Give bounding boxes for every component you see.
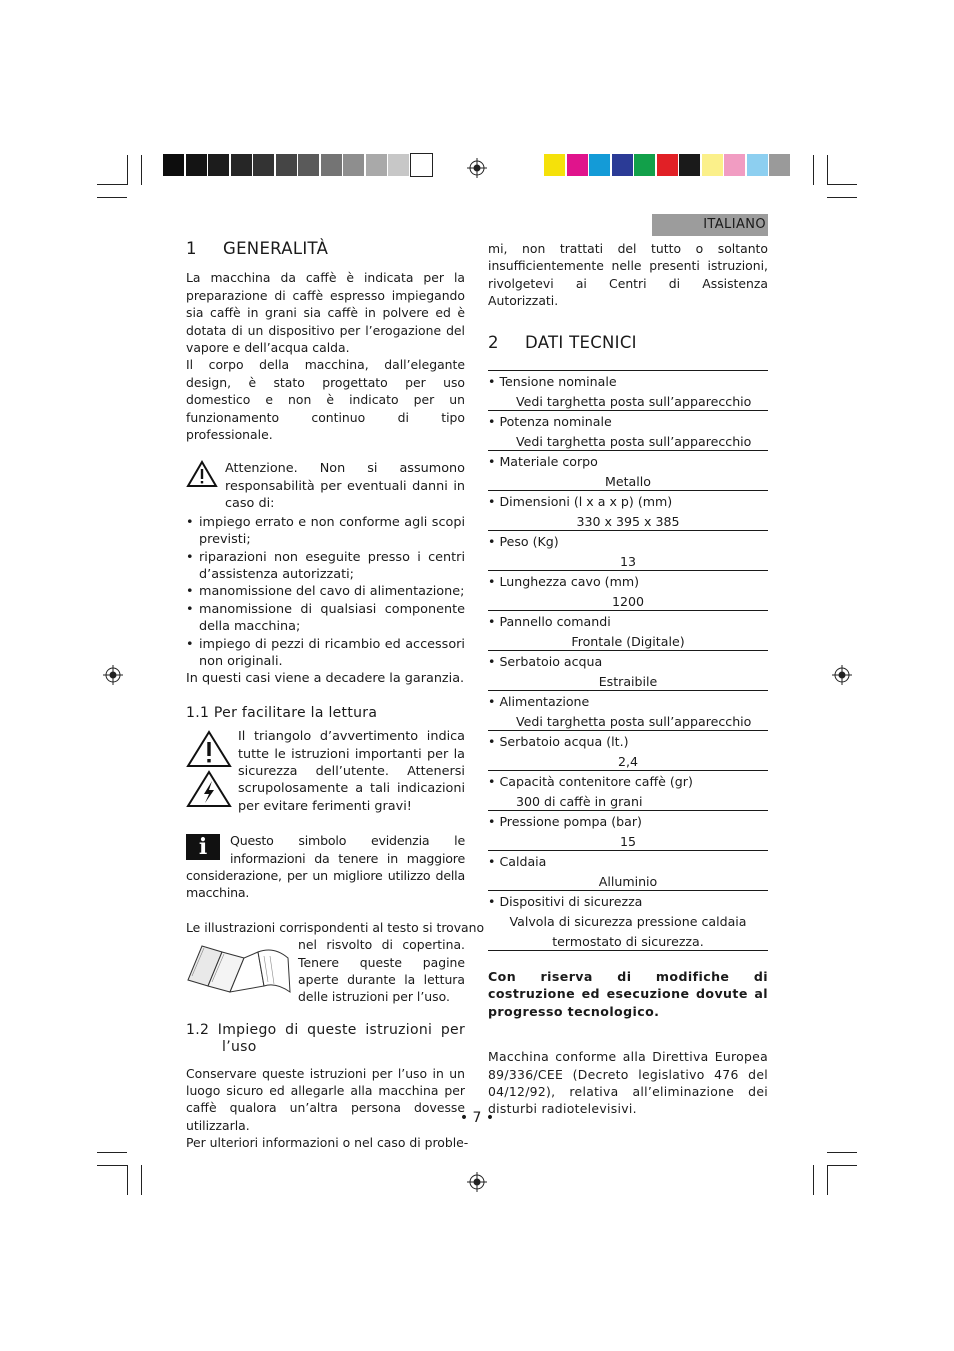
calibration-swatch	[208, 154, 229, 176]
info-explanation	[186, 832, 465, 902]
crop-mark	[97, 1152, 127, 1153]
tech-row-safety: • Dispositivi di sicurezza Valvola di sicurezza pressione caldaia termostato di sicurezza.	[488, 891, 768, 951]
tech-row-label: Capacità contenitore caffè (gr)	[499, 774, 693, 790]
page-number: • 7 •	[459, 1110, 495, 1126]
tech-row-value: 2,4	[617, 754, 639, 770]
tech-row: • Tensione nominale Vedi targhetta posta sull’apparecchio	[488, 371, 768, 411]
tech-row-label: Serbatoio acqua (lt.)	[499, 734, 629, 750]
tech-row: • Materiale corpo Metallo	[488, 451, 768, 491]
calibration-swatch	[589, 154, 610, 176]
warning-item: • manomissione di qualsiasi componente della macchina;	[186, 601, 465, 636]
calibration-swatch	[702, 154, 723, 176]
tech-row: • Peso (Kg) 13	[488, 531, 768, 571]
language-tab	[652, 214, 768, 236]
warning-item: • impiego di pezzi di ricambio ed accessori non originali.	[186, 636, 465, 671]
crop-mark	[827, 155, 828, 185]
calibration-swatch	[567, 154, 588, 176]
crop-mark	[141, 1165, 142, 1195]
registration-mark-icon	[467, 158, 487, 178]
warning-triangle-icon	[186, 460, 218, 488]
tech-row-label: Potenza nominale	[499, 414, 612, 430]
registration-mark-icon	[467, 1172, 487, 1192]
tech-row: • Pressione pompa (bar) 15	[488, 811, 768, 851]
calibration-swatch	[253, 154, 274, 176]
design-paragraph: Il corpo della macchina, dall’elegante design, è stato progettato per uso domestico e non è indicato per un funzionamento continuo di tipo professionale.	[186, 357, 465, 443]
tech-row: • Capacità contenitore caffè (gr) 300 di caffè in grani	[488, 771, 768, 811]
crop-mark	[97, 197, 127, 198]
tech-row-label: Peso (Kg)	[499, 534, 559, 550]
tech-row-label: Alimentazione	[499, 694, 590, 710]
tech-row-value: 330 x 395 x 385	[576, 514, 680, 530]
tech-row-value: Vedi targhetta posta sull’apparecchio	[516, 434, 752, 450]
section-heading-2: 2 DATI TECNICI	[488, 332, 637, 352]
tech-row-value: 15	[619, 834, 637, 850]
right-column	[488, 240, 768, 1118]
warning-item: • impiego errato e non conforme agli scopi previsti;	[186, 514, 465, 549]
warning-item: • riparazioni non eseguite presso i centri d’assistenza autorizzati;	[186, 549, 465, 584]
warning-block	[186, 460, 465, 687]
modifications-note: Con riserva di modifiche di costruzione ed esecuzione dovute al progresso tecnologico.	[488, 969, 768, 1019]
crop-mark	[141, 155, 142, 185]
tech-row: • Potenza nominale Vedi targhetta posta sull’apparecchio	[488, 411, 768, 451]
further-info-continued: mi, non trattati del tutto o soltanto insufficientemente nelle presenti istruzioni, rivolgetevi ai Centri di Assistenza Autorizzati.	[488, 241, 768, 309]
calibration-swatch	[612, 154, 633, 176]
tech-row-label: Pressione pompa (bar)	[499, 814, 642, 830]
info-symbol-icon: i	[186, 834, 220, 860]
warranty-note: In questi casi viene a decadere la garanzia.	[186, 671, 465, 687]
left-column	[186, 239, 485, 1152]
conformity-note: Macchina conforme alla Direttiva Europea 89/336/CEE (Decreto legislativo 476 del 04/12/92), relativa all’eliminazione dei disturbi radiotelevisivi.	[488, 1049, 768, 1117]
tech-data-table	[488, 370, 768, 951]
crop-mark	[827, 197, 857, 198]
tech-row-value: 1200	[611, 594, 645, 610]
tech-row-value: Alluminio	[598, 874, 658, 890]
warning-item: • manomissione del cavo di alimentazione;	[186, 583, 465, 600]
calibration-swatch	[747, 154, 768, 176]
calibration-swatch	[544, 154, 565, 176]
tech-row-label: Materiale corpo	[499, 454, 598, 470]
crop-mark	[97, 1165, 127, 1166]
crop-mark	[97, 184, 127, 185]
crop-mark	[127, 155, 128, 185]
subsection-heading-1-2: 1.2 Impiego di queste istruzioni per l’uso	[186, 1021, 465, 1056]
tech-row-label: Pannello comandi	[499, 614, 611, 630]
calibration-swatch	[343, 154, 364, 176]
crop-mark	[827, 1152, 857, 1153]
tech-row: • Serbatoio acqua Estraibile	[488, 651, 768, 691]
crop-mark	[813, 1165, 814, 1195]
tech-row-value: Vedi targhetta posta sull’apparecchio	[516, 714, 752, 730]
calibration-swatch	[366, 154, 387, 176]
calibration-swatch	[388, 154, 409, 176]
calibration-swatch	[163, 154, 184, 176]
tech-row-value: 300 di caffè in grani	[516, 794, 643, 810]
calibration-swatch	[724, 154, 745, 176]
tech-row-value: Metallo	[605, 474, 651, 490]
tech-row-value: 13	[619, 554, 637, 570]
tech-row: • Dimensioni (l x a x p) (mm) 330 x 395 x 385	[488, 491, 768, 531]
electric-hazard-icon	[186, 770, 232, 808]
registration-mark-icon	[103, 665, 123, 685]
calibration-swatch	[231, 154, 252, 176]
calibration-swatch	[411, 154, 432, 176]
usage-paragraph: Conservare queste istruzioni per l’uso in un luogo sicuro ed allegarle alla macchina per caffè qualora un’altra persona dovesse utilizzarla.	[186, 1065, 465, 1133]
tech-row-label: Caldaia	[499, 854, 547, 870]
illustrations-note: Le illustrazioni corrispondenti al testo si trovano nel risvolto di copertina. Tenere queste pagine aperte durante la lettura delle istruzioni per l’uso.	[186, 919, 485, 1005]
calibration-swatch	[634, 154, 655, 176]
calibration-swatch	[769, 154, 790, 176]
tech-row-value: Estraibile	[598, 674, 658, 690]
calibration-swatch	[298, 154, 319, 176]
tech-row-label: Lunghezza cavo (mm)	[499, 574, 640, 590]
warning-intro: Attenzione. Non si assumono responsabilità per eventuali danni in caso di:	[225, 461, 465, 512]
intro-paragraph: La macchina da caffè è indicata per la preparazione di caffè espresso impiegando sia caffè in grani sia caffè in polvere ed è dotata di un dispositivo per l’erogazione del vapore e dell’acqua calda.	[186, 270, 465, 356]
info-explanation-text: Questo simbolo evidenzia le informazioni da tenere in maggiore considerazione, per un migliore utilizzo della macchina.	[186, 833, 465, 901]
tech-row: • Serbatoio acqua (lt.) 2,4	[488, 731, 768, 771]
registration-mark-icon	[832, 665, 852, 685]
folded-pages-illustration	[186, 938, 292, 1000]
calibration-swatch	[186, 154, 207, 176]
calibration-swatch	[679, 154, 700, 176]
tech-row-label: Dimensioni (l x a x p) (mm)	[499, 494, 673, 510]
triangle-explanation	[186, 728, 465, 815]
calibration-swatch	[657, 154, 678, 176]
tech-row: • Caldaia Alluminio	[488, 851, 768, 891]
calibration-swatch	[276, 154, 297, 176]
crop-mark	[127, 1165, 128, 1195]
warning-list	[186, 514, 465, 671]
tech-row-value: Frontale (Digitale)	[571, 634, 685, 650]
tech-row: • Alimentazione Vedi targhetta posta sull’apparecchio	[488, 691, 768, 731]
crop-mark	[827, 184, 857, 185]
tech-row-value: Vedi targhetta posta sull’apparecchio	[516, 394, 752, 410]
section-heading-1: 1 GENERALITÀ	[186, 239, 329, 258]
tech-row-label: Tensione nominale	[499, 374, 617, 390]
warning-triangle-icon	[186, 730, 232, 768]
crop-mark	[813, 155, 814, 185]
tech-row-label: Serbatoio acqua	[499, 654, 603, 670]
triangle-explanation-text: Il triangolo d’avvertimento indica tutte le istruzioni importanti per la sicurezza dell’utente. Attenersi scrupolosamente a tali indicazioni per evitare ferimenti gravi!	[238, 729, 465, 814]
tech-row: • Lunghezza cavo (mm) 1200	[488, 571, 768, 611]
language-label: ITALIANO	[703, 217, 766, 232]
tech-row: • Pannello comandi Frontale (Digitale)	[488, 611, 768, 651]
crop-mark	[827, 1165, 857, 1166]
further-info-start: Per ulteriori informazioni o nel caso di proble-	[186, 1135, 469, 1151]
subsection-heading-1-1: 1.1 Per facilitare la lettura	[186, 704, 378, 721]
crop-mark	[827, 1165, 828, 1195]
calibration-swatch	[321, 154, 342, 176]
